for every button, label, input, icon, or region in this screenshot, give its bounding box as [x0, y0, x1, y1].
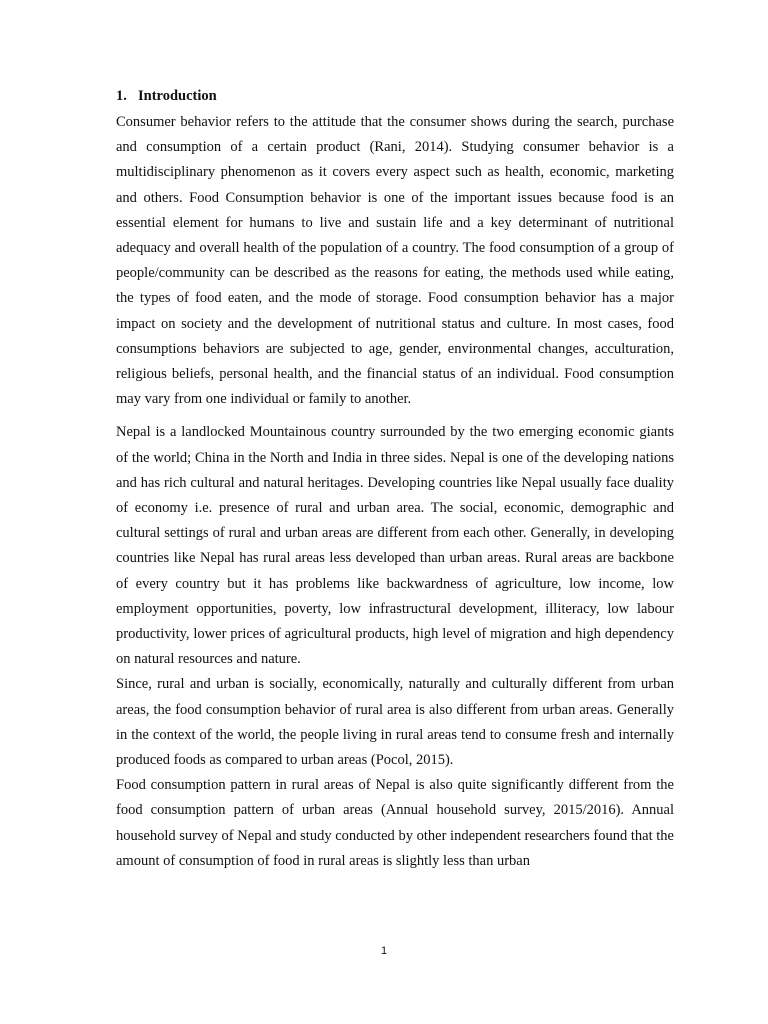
paragraph-rural-urban: Since, rural and urban is socially, economically, naturally and culturally different from urban areas, the food consumption behavior of rural area is also different from urban areas. Generally in the context of the world, the people living in rural areas tend to consume fresh and internally produced foods as compared to urban areas (Pocol, 2015). — [116, 676, 674, 769]
paragraph-nepal-overview: Nepal is a landlocked Mountainous country surrounded by the two emerging economic giants of the world; China in the North and India in three sides. Nepal is one of the developing nations and has rich cultural and natural heritages. Developing countries like Nepal usually face duality of economy i.e. presence of rural and urban area. The social, economic, demographic and cultural settings of rural and urban areas are different from each other. Generally, in developing countries like Nepal has rural areas less developed than urban areas. Rural areas are backbone of every country but it has problems like backwardness of agriculture, low income, low employment opportunities, poverty, low infrastructural development, illiteracy, low labour productivity, lower prices of agricultural products, high level of migration and high dependency on natural resources and nature. — [116, 424, 674, 668]
section-title: Introduction — [138, 88, 217, 104]
paragraph-food-pattern: Food consumption pattern in rural areas of Nepal is also quite significantly different from the food consumption pattern of urban areas (Annual household survey, 2015/2016). Annual household survey of Nepal and study conducted by other independent researchers found that the amount of consumption of food in rural areas is slightly less than urban — [116, 777, 674, 869]
page-content — [116, 86, 674, 874]
page-number: 1 — [380, 945, 388, 957]
section-heading — [116, 86, 674, 106]
paragraph-consumer-behavior: Consumer behavior refers to the attitude that the consumer shows during the search, purchase and consumption of a certain product (Rani, 2014). Studying consumer behavior is a multidisciplinary phenomenon as it covers every aspect such as health, economic, marketing and others. Food Consumption behavior is one of the important issues because food is an essential element for humans to live and sustain life and a key determinant of nutritional adequacy and overall health of the population of a country. The food consumption of a group of people/community can be described as the reasons for eating, the methods used while eating, the types of food eaten, and the mode of storage. Food consumption behavior has a major impact on society and the development of nutritional status and culture. In most cases, food consumptions behaviors are subjected to age, gender, environmental changes, acculturation, religious beliefs, personal health, and the financial status of an individual. Food consumption may vary from one individual or family to another. — [116, 114, 674, 408]
section-number: 1. — [116, 88, 127, 104]
